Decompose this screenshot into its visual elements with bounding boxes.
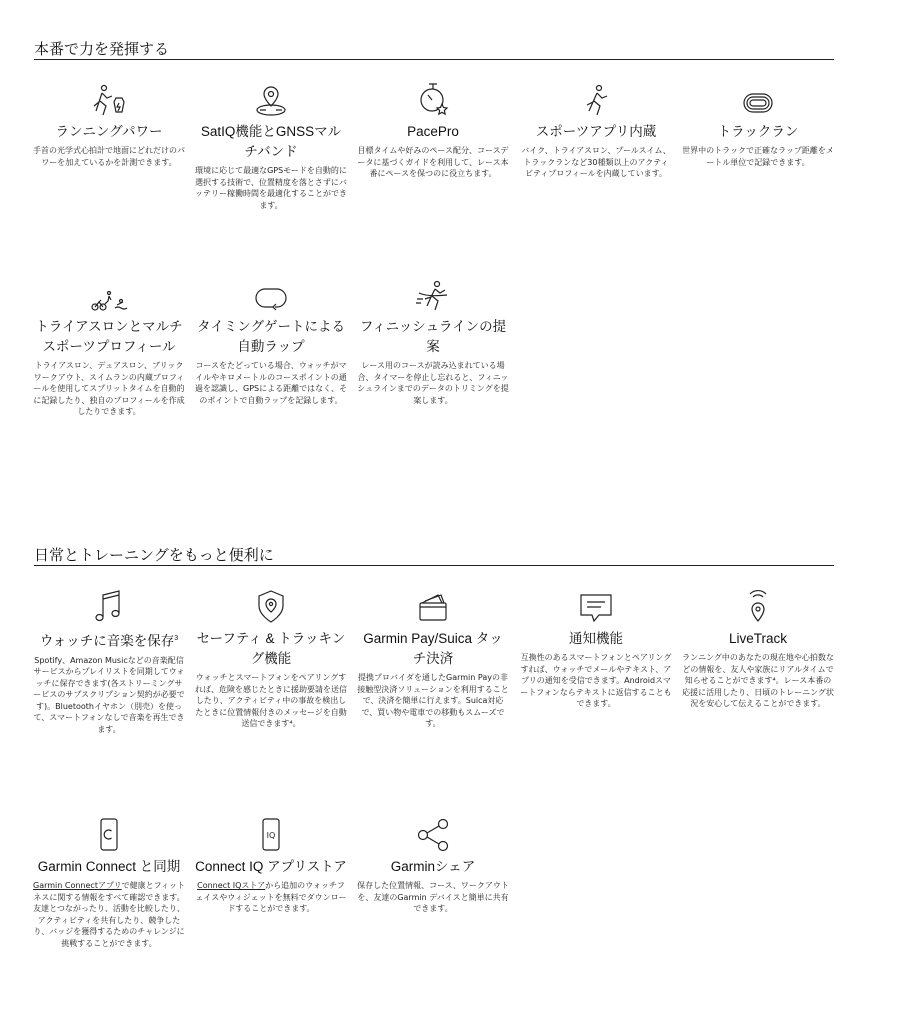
stopwatch-star-icon: [357, 80, 509, 118]
feature-pacepro: [357, 80, 509, 180]
feature-description: ウォッチとスマートフォンをペアリングすれば、危険を感じたときに援助要請を送信したり、アクティビティ中の事故を検出したときに位置情報付きのメッセージを自動送信できます⁴。: [195, 673, 347, 728]
feature-title: Garminシェア: [390, 859, 476, 874]
feature-title: Connect IQ アプリストア: [195, 859, 347, 874]
feature-title: PacePro: [407, 124, 459, 139]
feature-satiq: [195, 80, 347, 211]
share-icon: [357, 815, 509, 853]
safety-shield-icon: [195, 587, 347, 625]
feature-triathlon: [33, 275, 185, 418]
feature-description: 目標タイムや好みのペース配分、コースデータに基づくガイドを利用して、レース本番にペースを保つのに役立ちます。: [357, 146, 509, 178]
feature-music: [33, 587, 185, 735]
phone-connect-icon: [33, 815, 185, 853]
footnote-mark: 3: [174, 635, 179, 642]
feature-auto-lap: [195, 275, 347, 406]
feature-description: コースをたどっている場合、ウォッチがマイルやキロメートルのコースポイントの通過を認識し、GPSによる距離ではなく、そのポイントで自動ラップを記録します。: [195, 361, 347, 405]
feature-description: レース用のコースが読み込まれている場合、タイマーを停止し忘れると、フィニッシュラインまでのデータのトリミングを提案します。: [357, 361, 509, 405]
gps-location-icon: [195, 80, 347, 118]
feature-title: フィニッシュラインの提案: [359, 319, 507, 354]
feature-description: Spotify、Amazon Musicなどの音楽配信サービスからプレイリストを同期してウォッチに保存できます(各ストリーミングサービスのサブスクリプション契約が必要です)。Bluetoothイヤホン（別売）を使って、スマートフォンなしで音楽を再生できます。: [33, 655, 185, 734]
chat-bubble-icon: [520, 587, 672, 625]
feature-finish-line: [357, 275, 509, 406]
feature-description-text: で健康とフィットネスに関する情報をすべて確認できます。友達とつながったり、活動を比較したり、アクティビティを共有したり、競争したり、バッジを獲得するためのチャレンジに挑戦することができます。: [33, 881, 185, 948]
section-title-race: 本番で力を発揮する: [34, 39, 834, 60]
section-title-daily: 日常とトレーニングをもっと便利に: [34, 545, 834, 566]
wallet-card-icon: [357, 587, 509, 625]
feature-description-text: から追加のウォッチフェイスやウィジェットを無料でダウンロードすることができます。: [195, 881, 347, 913]
live-location-icon: [682, 587, 834, 625]
feature-description: トライアスロン、デュアスロン、ブリックワークアウト、スイムランの内蔵プロフィールを使用してスプリットタイムを自動的に記録したり、独自のプロフィールを作成したりできます。: [33, 361, 185, 416]
music-note-icon: [33, 587, 185, 625]
feature-description: 提携プロバイダを通したGarmin Payの非接触型決済ソリューションを利用することで、決済を簡単に行えます。Suica対応で、買い物や電車での移動もスムーズです。: [357, 673, 509, 728]
feature-title: タイミングゲートによる自動ラップ: [197, 319, 345, 354]
feature-title: [33, 629, 185, 652]
feature-description: 環境に応じて最適なGPSモードを自動的に選択する技術で、位置精度を落とさずにバッテリー稼働時間を最適化することができます。: [195, 166, 347, 210]
feature-description: [33, 880, 185, 949]
triathlon-icon: [33, 275, 185, 313]
feature-sport-apps: [520, 80, 672, 180]
feature-notifications: [520, 587, 672, 710]
garmin-connect-app-link[interactable]: Garmin Connectアプリ: [33, 881, 122, 890]
feature-description: 保存した位置情報、コース、ワークアウトを、友達のGarmin デバイスと簡単に共有できます。: [357, 881, 509, 913]
feature-description: 世界中のトラックで正確なラップ距離をメートル単位で記録できます。: [682, 146, 834, 167]
feature-garmin-pay: [357, 587, 509, 730]
feature-title: LiveTrack: [728, 631, 787, 646]
feature-track-run: [682, 80, 834, 168]
feature-connect-iq: [195, 815, 347, 915]
feature-safety: [195, 587, 347, 730]
phone-iq-icon: [195, 815, 347, 853]
connect-iq-store-link[interactable]: Connect IQストア: [197, 881, 266, 890]
feature-description: バイク、トライアスロン、プールスイム、トラックランなど30種類以上のアクティビティプロフィールを内蔵しています。: [521, 146, 671, 178]
feature-title: トライアスロンとマルチスポーツプロフィール: [35, 319, 183, 354]
feature-title: 通知機能: [569, 631, 623, 646]
feature-title: ランニングパワー: [55, 124, 163, 139]
feature-garmin-share: [357, 815, 509, 915]
running-power-icon: [33, 80, 185, 118]
feature-title-text: ウォッチに音楽を保存: [39, 633, 175, 649]
feature-title: セーフティ & トラッキング機能: [196, 631, 346, 666]
loop-arrow-icon: [195, 275, 347, 313]
finish-line-icon: [357, 275, 509, 313]
feature-title: Garmin Pay/Suica タッチ決済: [363, 631, 503, 666]
feature-description: 手首の光学式心拍計で地面にどれだけのパワーを加えているかを計測できます。: [33, 146, 185, 167]
feature-running-power: [33, 80, 185, 168]
track-icon: [682, 80, 834, 118]
feature-garmin-connect: [33, 815, 185, 949]
feature-description: [195, 880, 347, 915]
runner-icon: [520, 80, 672, 118]
svg-text:IQ: IQ: [266, 831, 276, 840]
feature-title: Garmin Connect と同期: [37, 859, 181, 874]
feature-title: トラックラン: [717, 124, 799, 139]
feature-description: 互換性のあるスマートフォンとペアリングすれば、ウォッチでメールやテキスト、アプリの通知を受信できます。Androidスマートフォンならテキストに返信することもできます。: [520, 653, 672, 708]
feature-title: スポーツアプリ内蔵: [535, 124, 657, 139]
feature-livetrack: [682, 587, 834, 710]
feature-description: ランニング中のあなたの現在地や心拍数などの情報を、友人や家族にリアルタイムで知らせることができます⁴。レース本番の応援に活用したり、日頃のトレーニング状況を安心して伝えることができます。: [682, 653, 834, 708]
feature-title: SatIQ機能とGNSSマルチバンド: [200, 124, 342, 159]
